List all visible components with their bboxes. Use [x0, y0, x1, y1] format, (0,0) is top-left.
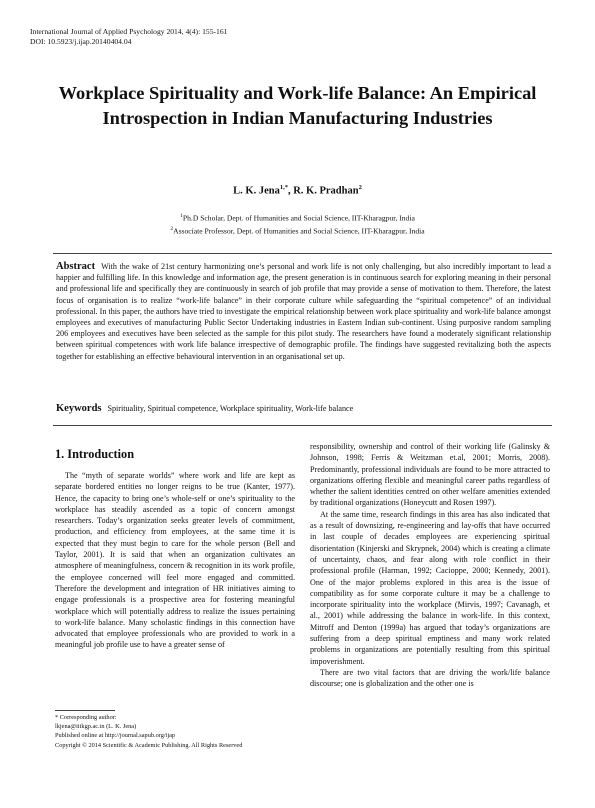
right-column	[310, 441, 550, 690]
footnote-rule	[55, 710, 115, 711]
left-column	[55, 470, 295, 651]
paragraph: The “myth of separate worlds” where work and life are kept as separate bordered entities no longer reigns to be true (Kanter, 1977). Hence, the capacity to bring one’s whole-self or one’s spirituality to the workplace has steadily ascended as a topic of concern amongst researchers. Today’s organization seeks greater levels of commitment, production, and efficiency from employees, at the same time it is expected that they must begin to care for the whole person (Bell and Taylor, 2001). It is said that when an organization cultivates an atmosphere of meaningfulness, concern & recognition in its work profile, the employee concerned will feel more engaged and committed. Therefore the development and integration of HR initiatives aiming to engage professionals is a prospective area for fostering meaningful workplace which will potentially address to realize the issues pertaining to work-life balance. Many scholastic findings in this connection have advocated that employee professionals who are provided to work in a meaningful job profile use to have a greater sense of	[55, 471, 295, 650]
paragraph: There are two vital factors that are driving the work/life balance discourse; one is globalization and the other one is	[310, 667, 550, 689]
affiliations	[0, 211, 595, 236]
author-2-name: R. K. Pradhan	[293, 185, 359, 197]
abstract-label: Abstract	[56, 261, 96, 272]
author-separator: ,	[287, 185, 294, 197]
abstract-bottom-rule	[53, 425, 552, 426]
footnote-copyright: Copyright © 2014 Scientific & Academic Publishing. All Rights Reserved	[55, 741, 243, 749]
author-2-sup: 2	[358, 184, 362, 191]
affiliation-1-sup: 1	[180, 213, 183, 219]
doi-line: DOI: 10.5923/j.ijap.20140404.04	[30, 37, 132, 46]
author-line	[0, 181, 595, 198]
footnote-corresponding: * Corresponding author:	[55, 714, 117, 721]
paper-title: Workplace Spirituality and Work-life Balance: An Empirical Introspection in Indian Manufacturing Industries	[58, 83, 537, 128]
affiliation-1-text: Ph.D Scholar, Dept. of Humanities and Social Science, IIT-Kharagpur, India	[182, 213, 415, 223]
abstract-top-rule	[53, 253, 552, 254]
journal-citation: International Journal of Applied Psychology 2014, 4(4): 155-161	[30, 27, 228, 36]
journal-header	[30, 27, 227, 47]
affiliation-2-sup: 2	[170, 225, 174, 232]
author-1-name: L. K. Jena	[233, 185, 280, 197]
footnote-email: lkjena@iitkgp.ac.in (L. K. Jena)	[55, 723, 137, 731]
paragraph: At the same time, research findings in this area has also indicated that as a result of downsizing, re-engineering and lay-offs that have occurred in last couple of decades employees are experiencing spiritual disorientation (Kinjerski and Skrypnek, 2004) which is creating a climate of uncertainty, chaos, and fear along with role conflict in their professional profile (Harman, 1992; Cacioppe, 2000; Kennedy, 2001). One of the major problems explored in this area is the issue of compatibility as for some corporate culture it may be a challenge to incorporate spirituality into the workplace (Mirvis, 1997; Cavanagh, et al., 2001) while addressing the balance in work-life. In this context, Mitroff and Denton (1999a) has argued that today’s organizations are suffering from a deep spiritual emptiness and many work related problems in organizations are potentially resulting from this spiritual impoverishment.	[310, 509, 550, 666]
footnote	[55, 713, 295, 750]
keywords-label: Keywords	[56, 403, 102, 414]
section-heading-introduction: 1. Introduction	[55, 447, 135, 461]
author-1-sup: 1,*	[279, 184, 288, 191]
paragraph: responsibility, ownership and control of their working life (Galinsky & Johnson, 1998; Ferris & Weitzman et.al, 2001; Morris, 2008). Predominantly, professional individuals are found to be more attracted to organizations offering flexible and meaningful career paths regardless of whether the salient identities centred on other welfare amenities extended by traditional organizations (Honeycutt and Rosen 1997).	[310, 442, 550, 508]
keywords	[56, 403, 551, 415]
footnote-published: Published online at http://journal.sapub.org/ijap	[55, 732, 176, 740]
abstract-text: With the wake of 21st century harmonizing one’s personal and work life is not only challenging, but also incredibly important to lead a happier and fulfilling life. In this knowledge and information age, the present generation is in continuous search for exploring meaning in their personal and professional life and specifically they are continuously in search of job profile that may provide a sense of motivation to them. Therefore, the latest focus of organisation is to realize “work-life balance” in their corporate culture while safeguarding the “spiritual competence” of an individual professional. In this paper, the authors have tried to investigate the empirical relationship between work place spirituality and work-life balance amongst employees and executives of manufacturing Public Sector Undertaking industries in Eastern Indian sub-continent. Using purposive random sampling 206 employees and executives have been selected as the sample for this pilot study. The researchers have found a moderately significant relationship between spiritual competences with work life balance irrespective of demographic profile. The findings have suggested revitalizing both the aspects together for establishing an effective behavioural intervention in an organisational set up.	[56, 262, 551, 361]
affiliation-2-text: Associate Professor, Dept. of Humanities and Social Science, IIT-Kharagpur, India	[173, 226, 425, 236]
affiliation-2	[0, 224, 595, 237]
affiliation-1	[0, 211, 595, 224]
keywords-text: Spirituality, Spiritual competence, Workplace spirituality, Work-life balance	[107, 404, 354, 413]
abstract	[56, 261, 551, 362]
